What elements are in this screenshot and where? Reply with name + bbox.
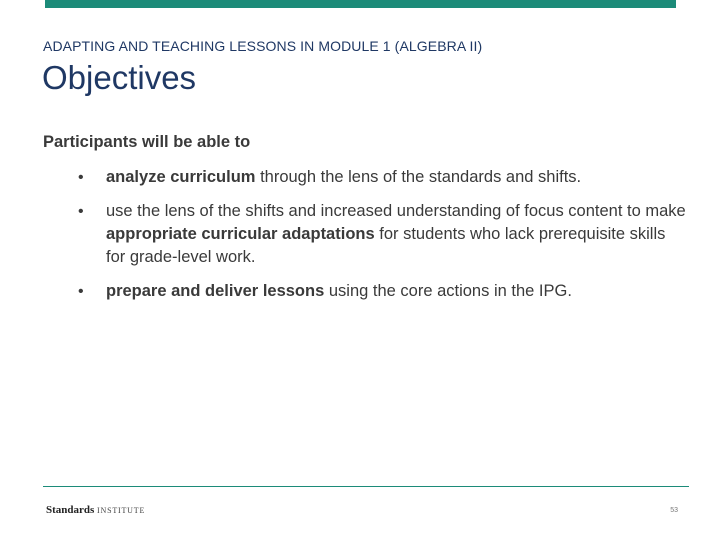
- bullet-icon: •: [78, 203, 84, 220]
- logo-word-standards: Standards: [46, 504, 95, 516]
- intro-text: Participants will be able to: [43, 133, 251, 151]
- footer-divider: [43, 486, 689, 487]
- bullet-bold-text: analyze curriculum: [106, 168, 256, 186]
- top-accent-bar: [45, 0, 676, 8]
- bullet-text-after: using the core actions in the IPG.: [324, 282, 572, 300]
- bullet-icon: •: [78, 283, 84, 300]
- bullet-text-after: for students who lack prerequisite skills for grade-level work.: [106, 225, 666, 266]
- objectives-list: [78, 166, 688, 314]
- slide-supertitle: ADAPTING AND TEACHING LESSONS IN MODULE 1 (ALGEBRA II): [43, 38, 483, 54]
- bullet-icon: •: [78, 169, 84, 186]
- bullet-text-after: through the lens of the standards and shifts.: [255, 168, 582, 186]
- logo-word-institute: INSTITUTE: [97, 506, 146, 515]
- bullet-text-before: use the lens of the shifts and increased understanding of focus content to make: [106, 202, 686, 220]
- bullet-bold-text: prepare and deliver lessons: [106, 282, 325, 300]
- list-item: [78, 280, 688, 303]
- bullet-bold-text: appropriate curricular adaptations: [106, 225, 375, 243]
- list-item: [78, 166, 688, 189]
- list-item: [78, 200, 688, 269]
- slide-title: Objectives: [42, 59, 197, 96]
- standards-institute-logo: [46, 504, 145, 516]
- page-number: 53: [670, 507, 678, 514]
